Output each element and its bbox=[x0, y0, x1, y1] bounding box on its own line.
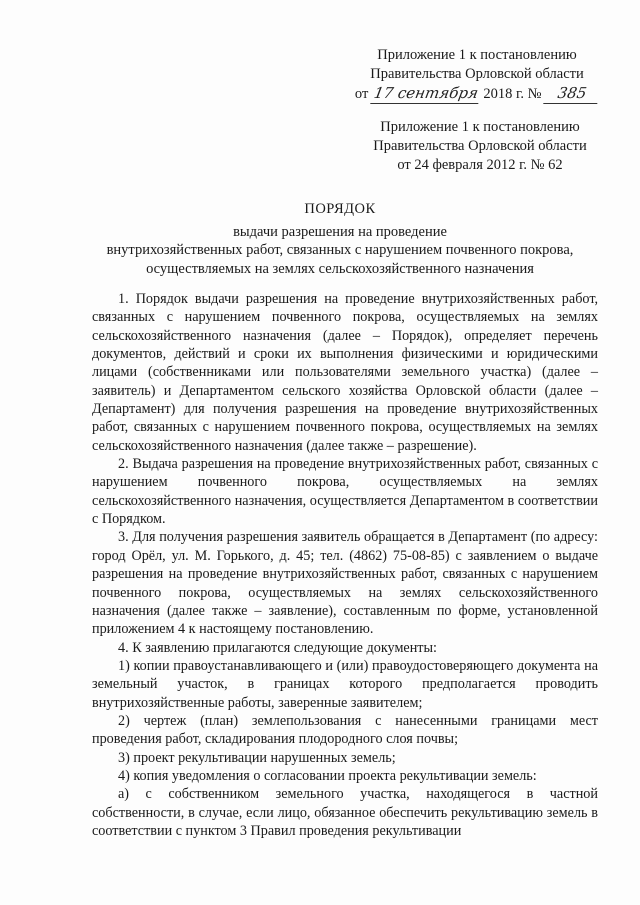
document-title bbox=[80, 200, 600, 278]
list-item-3: 3) проект рекультивации нарушенных земель; bbox=[118, 749, 396, 766]
paragraph-1: 1. Порядок выдачи разрешения на проведение внутрихозяйственных работ, связанных с нарушением почвенного покрова, осуществляемых на землях сельскохозяйственного назначения (далее – Порядок), определяет перечень документов, действий и сроки их выполнения физическими и юридическими лицами (собственниками или пользователями земельного участка) (далее – заявитель) и Департаментом сельского хозяйства Орловской области (далее – Департамент) для получения разрешения на проведение внутрихозяйственных работ, связанных с нарушением почвенного покрова, осуществляемых на землях сельскохозяйственного назначения (далее также – разрешение). bbox=[92, 291, 598, 454]
title-main: ПОРЯДОК bbox=[304, 201, 376, 217]
header-current-line1: Приложение 1 к постановлению bbox=[377, 47, 577, 63]
header-previous-line1: Приложение 1 к постановлению bbox=[380, 119, 580, 135]
paragraph-2: 2. Выдача разрешения на проведение внутрихозяйственных работ, связанных с нарушением почвенного покрова, осуществляемых на землях сельскохозяйственного назначения, осуществляется Департаментом в соответствии с Порядком. bbox=[92, 456, 598, 528]
header-previous-line2: Правительства Орловской области bbox=[373, 138, 587, 154]
handwritten-number: 385 bbox=[543, 84, 601, 104]
document-body bbox=[92, 290, 598, 840]
header-current-appendix bbox=[342, 46, 612, 104]
list-item-1: 1) копии правоустанавливающего и (или) правоудостоверяющего документа на земельный участок, в границах которого предполагается проводить внутрихозяйственные работы, заверенные заявителем; bbox=[92, 657, 598, 711]
list-item-2: 2) чертеж (план) землепользования с нанесенными границами мест проведения работ, складирования плодородного слоя почвы; bbox=[92, 712, 598, 748]
title-line2: внутрихозяйственных работ, связанных с нарушением почвенного покрова, bbox=[106, 242, 574, 258]
paragraph-3: 3. Для получения разрешения заявитель обращается в Департамент (по адресу: город Орёл, ул. М. Горького, д. 45; тел. (4862) 75-08-85) с заявлением о выдаче разрешения на проведение внутрихозяйственных работ, связанных с нарушением почвенного покрова, осуществляемых на землях сельскохозяйственного назначения (далее также – заявление), составленным по форме, установленной приложением 4 к настоящему постановлению. bbox=[92, 529, 598, 638]
header-current-line2: Правительства Орловской области bbox=[370, 66, 584, 82]
header-current-year: 2018 г. № bbox=[483, 86, 542, 102]
handwritten-date: 17 сентября bbox=[370, 84, 481, 104]
title-line3: осуществляемых на землях сельскохозяйственного назначения bbox=[146, 260, 534, 277]
list-item-4: 4) копия уведомления о согласовании проекта рекультивации земель: bbox=[118, 767, 537, 784]
title-line1: выдачи разрешения на проведение bbox=[233, 223, 447, 240]
paragraph-4: 4. К заявлению прилагаются следующие документы: bbox=[118, 639, 437, 656]
header-previous-appendix bbox=[360, 118, 600, 175]
list-item-4a: а) с собственником земельного участка, находящегося в частной собственности, в случае, если лицо, обязанное обеспечить рекультивацию земель в соответствии с пунктом 3 Правил проведения рекультивации bbox=[92, 786, 598, 839]
header-previous-line3: от 24 февраля 2012 г. № 62 bbox=[397, 157, 563, 173]
header-current-prefix: от bbox=[354, 86, 369, 102]
header-current-date-line bbox=[342, 84, 612, 104]
